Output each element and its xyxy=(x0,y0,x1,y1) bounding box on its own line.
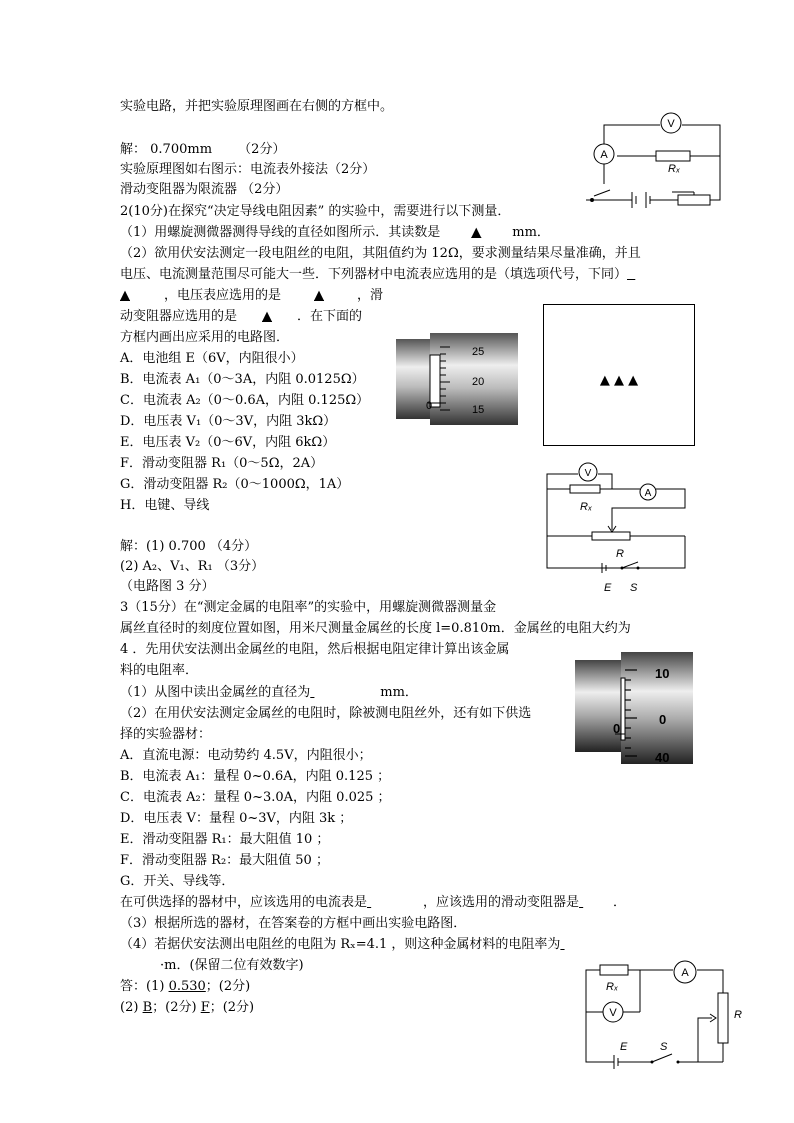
q2-sub2-b-text: 电压、电流测量范围尽可能大一些．下列器材中电流表应选用的是（填选项代号，下同） xyxy=(120,267,628,282)
voltmeter-label: V xyxy=(667,118,675,130)
q3-ans1-score: ；(2分) xyxy=(205,979,251,994)
blank-ammeter: ▲ xyxy=(120,288,130,303)
battery-label: E xyxy=(620,1041,628,1053)
ammeter-label: A xyxy=(681,967,689,979)
ammeter-label: A xyxy=(600,149,608,161)
q3-option-a: A．直流电源：电动势约 4.5V，内阻很小； xyxy=(120,748,372,763)
q3-ans1-label: 答：(1) xyxy=(120,979,165,994)
option-b: B．电流表 A₁（0～3A，内阻 0.0125Ω） xyxy=(120,372,365,387)
q3-choose: 在可供选择的器材中，应该选用的电流表是 ，应该选用的滑动变阻器是 ． xyxy=(120,895,627,910)
q2-sub1 xyxy=(120,224,550,242)
q2-sub2-d-text: 动变阻器应选用的是 xyxy=(120,309,238,324)
answer2-line1: 解：(1) 0.700 （4分） xyxy=(120,539,258,554)
q3-title: 3（15分）在“测定金属的电阻率”的实验中，用螺旋测微器测量金 xyxy=(120,600,497,615)
option-e: E．电压表 V₂（0～6V，内阻 6kΩ） xyxy=(120,435,336,450)
thimble-mark-40: 40 xyxy=(655,750,670,765)
q3-answer1 xyxy=(120,978,250,996)
circuit-diagram-2 xyxy=(540,460,690,595)
principle-line: 实验原理图如右图示：电流表外接法（2分） xyxy=(120,162,376,177)
answer-score: （2分） xyxy=(238,142,286,157)
circuit-diagram-1 xyxy=(572,108,732,208)
q3-option-e: E．滑动变阻器 R₁：最大阻值 10 ； xyxy=(120,832,330,847)
q3-sub1-unit: mm． xyxy=(380,685,418,700)
q3-sub4 xyxy=(120,936,610,954)
q2-sub2-c xyxy=(120,287,383,305)
rheostat-line: 滑动变阻器为限流器 （2分） xyxy=(120,182,289,197)
q3-sub4-text: （4）若据伏安法测出电阻丝的电阻为 Rₓ=4.1 ，则这种金属材料的电阻率为 xyxy=(120,937,561,952)
option-d: D．电压表 V₁（0～3V，内阻 3kΩ） xyxy=(120,414,337,429)
q3-sub2-a: （2）在用伏安法测定金属丝的电阻时，除被测电阻丝外，还有如下供选 xyxy=(120,706,532,721)
q2-title: 2(10分)在探究“决定导线电阻因素” 的实验中，需要进行以下测量． xyxy=(120,204,511,219)
q3-option-g: G．开关、导线等． xyxy=(120,874,235,889)
blank-rheostat: ▲ xyxy=(262,309,273,324)
option-f: F．滑动变阻器 R₁（0～5Ω，2A） xyxy=(120,456,324,471)
q3-ans2-end: ；(2分) xyxy=(209,1000,255,1015)
q2-sub2-c-text: ，电压表应选用的是 xyxy=(164,288,282,303)
resistor-label: Rₓ xyxy=(668,163,681,175)
q2-sub2-d-end: ．在下面的 xyxy=(297,309,363,324)
q3-sub4-b: ·m．(保留二位有效数字) xyxy=(160,958,304,973)
q2-sub1-unit: mm． xyxy=(512,225,550,240)
q2-sub2-c-end: ，滑 xyxy=(357,288,384,303)
switch-label: S xyxy=(660,1041,668,1053)
q3-line4: 料的电阻率． xyxy=(120,663,199,678)
box-marks: ▲ ▲ ▲ xyxy=(599,373,639,388)
q2-sub2-d xyxy=(120,308,362,326)
q3-choose-text: 在可供选择的器材中，应该选用的电流表是 xyxy=(120,895,368,910)
answer-line-1 xyxy=(120,141,285,159)
rx-label: Rₓ xyxy=(580,501,593,513)
q3-ans2-label: (2) xyxy=(120,1000,139,1015)
sleeve-mark-0: 0 xyxy=(613,721,621,736)
answer-label: 解： xyxy=(120,142,147,157)
q2-sub2-b xyxy=(120,266,635,284)
q3-sub2-b: 择的实验器材： xyxy=(120,727,212,742)
option-g: G．滑动变阻器 R₂（0～1000Ω，1A） xyxy=(120,477,350,492)
q3-sub3: （3）根据所选的器材，在答案卷的方框中画出实验电路图． xyxy=(120,916,467,931)
ammeter-label: A xyxy=(644,488,652,499)
thimble-mark-0: 0 xyxy=(659,712,667,727)
q3-sub1-text: （1）从图中读出金属丝的直径为 xyxy=(120,685,311,700)
blank-voltmeter: ▲ xyxy=(314,288,325,303)
voltmeter-label: V xyxy=(584,468,592,479)
q3-answer2 xyxy=(120,999,254,1017)
q3-ans2-b: B xyxy=(142,1000,153,1015)
blank-diameter: ▲ xyxy=(471,225,482,240)
q3-line2: 属丝直径时的刻度位置如图，用米尺测量金属丝的长度 l=0.810m．金属丝的电阻大约为 xyxy=(120,621,631,636)
option-c: C．电流表 A₂（0～0.6A，内阻 0.125Ω） xyxy=(120,393,370,408)
q3-ans2-mid: ；(2分) xyxy=(152,1000,197,1015)
switch-label: S xyxy=(630,582,638,594)
battery-label: E xyxy=(604,582,612,594)
answer-value: 0.700mm xyxy=(150,142,213,157)
q3-option-c: C．电流表 A₂：量程 0~3.0A，内阻 0.025 ； xyxy=(120,790,391,805)
q3-line3: 4 ．先用伏安法测出金属丝的电阻，然后根据电阻定律计算出该金属 xyxy=(120,642,510,657)
q2-sub2-a: （2）欲用伏安法测定一段电阻丝的电阻，其阻值约为 12Ω，要求测量结果尽量准确，并且 xyxy=(120,246,641,261)
thimble-mark-25: 25 xyxy=(472,346,485,358)
option-h: H．电键、导线 xyxy=(120,498,210,513)
intro-line: 实验电路，并把实验原理图画在右侧的方框中。 xyxy=(120,99,394,114)
q2-sub1-text: （1）用螺旋测微器测得导线的直径如图所示．其读数是 xyxy=(120,225,441,240)
rheostat-label: R xyxy=(616,548,624,560)
q2-sub2-e: 方框内画出应采用的电路图． xyxy=(120,330,290,345)
thimble-mark-15: 15 xyxy=(472,404,485,416)
micrometer-figure-1 xyxy=(396,333,518,425)
answer2-line3: （电路图 3 分） xyxy=(120,579,215,594)
rheostat-label: R xyxy=(734,1009,742,1021)
sleeve-mark-0: 0 xyxy=(426,400,433,412)
q3-sub1 xyxy=(120,684,418,702)
option-a: A．电池组 E（6V，内阻很小） xyxy=(120,351,304,366)
answer2-line2: (2) A₂、V₁、R₁ （3分） xyxy=(120,559,265,574)
micrometer-figure-2 xyxy=(575,650,695,766)
q3-option-d: D．电压表 V：量程 0~3V，内阻 3k ； xyxy=(120,811,353,826)
voltmeter-label: V xyxy=(609,1007,617,1019)
thimble-mark-20: 20 xyxy=(472,376,485,388)
q3-ans1-value: 0.530 xyxy=(168,979,206,994)
q3-ans2-f: F xyxy=(200,1000,210,1015)
rx-label: Rₓ xyxy=(606,981,619,993)
q3-choose-text2: ，应该选用的滑动变阻器是 xyxy=(423,895,580,910)
circuit-diagram-3 xyxy=(578,958,750,1070)
thimble-mark-10: 10 xyxy=(655,666,670,681)
drawing-box xyxy=(543,304,695,446)
q3-option-b: B．电流表 A₁：量程 0~0.6A，内阻 0.125 ； xyxy=(120,769,391,784)
q3-option-f: F．滑动变阻器 R₂：最大阻值 50 ； xyxy=(120,853,329,868)
